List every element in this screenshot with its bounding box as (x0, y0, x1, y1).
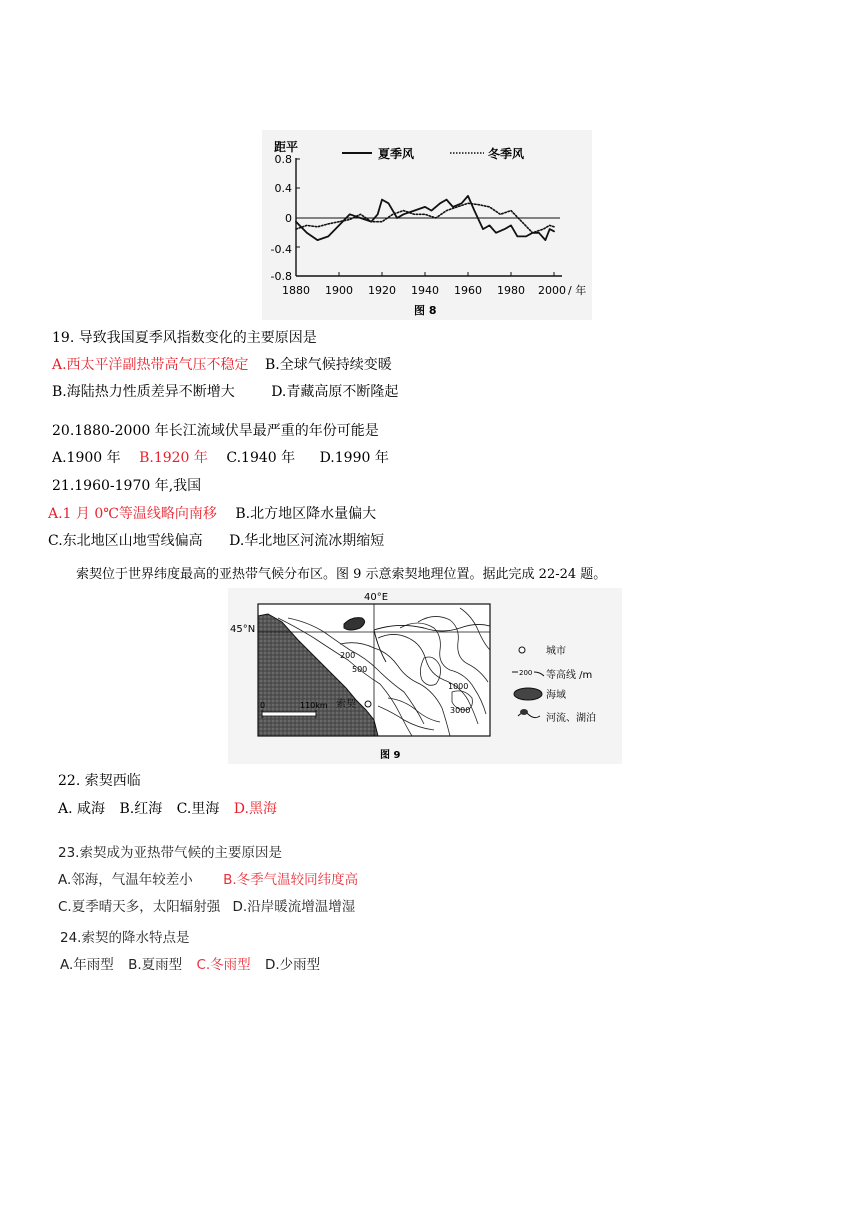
question-19-options-row1 (52, 356, 392, 374)
question-21-stem: 21.1960-1970 年,我国 (52, 478, 202, 494)
question-22-options (58, 800, 277, 818)
x-axis-label: / 年 (568, 284, 587, 297)
q19-option-d[interactable]: D.青藏高原不断隆起 (271, 384, 399, 400)
xtick-label: 1880 (282, 284, 310, 297)
xtick-label: 1900 (325, 284, 353, 297)
q23-option-a[interactable]: A.邻海，气温年较差小 (58, 872, 193, 888)
q20-option-d[interactable]: D.1990 年 (319, 450, 389, 466)
q21-option-c[interactable]: C.东北地区山地雪线偏高 (48, 533, 203, 549)
legend-winter: 冬季风 (488, 147, 525, 161)
scale-label: 110km (300, 701, 328, 710)
q24-option-d[interactable]: D.少雨型 (264, 957, 321, 973)
q19-option-b[interactable]: B.全球气候持续变暖 (265, 357, 392, 373)
city-marker (365, 701, 371, 707)
question-21-options-row1 (48, 505, 376, 523)
legend-city-label: 城市 (546, 646, 566, 657)
question-19-stem: 19. 导致我国夏季风指数变化的主要原因是 (52, 330, 317, 346)
q20-option-a[interactable]: A.1900 年 (52, 450, 121, 466)
xtick-label: 1980 (497, 284, 525, 297)
q22-option-c[interactable]: C.里海 (176, 801, 220, 817)
figure-9-caption: 图 9 (380, 750, 401, 761)
question-23-options-row2 (58, 898, 355, 916)
ytick-label: 0.4 (274, 182, 292, 195)
question-20-options (52, 449, 389, 467)
xtick-label: 1920 (368, 284, 396, 297)
question-20-stem: 20.1880-2000 年长江流域伏旱最严重的年份可能是 (52, 423, 379, 439)
figure-9-map (228, 588, 622, 764)
q22-option-a[interactable]: A. 咸海 (58, 801, 106, 817)
contour-label-3000: 3000 (450, 706, 471, 715)
legend-contour-label: 等高线 /m (546, 670, 593, 681)
q22-option-b[interactable]: B.红海 (119, 801, 163, 817)
passage-intro: 索契位于世界纬度最高的亚热带气候分布区。图 9 示意索契地理位置。据此完成 22-24 题。 (76, 567, 607, 582)
contour-label-1000: 1000 (448, 682, 469, 691)
legend-city-icon (519, 647, 525, 653)
legend-contour-value: 200 (519, 669, 533, 677)
longitude-label: 40°E (364, 592, 389, 603)
q24-option-c[interactable]: C.冬雨型 (196, 957, 251, 973)
figure-8 (262, 130, 592, 320)
question-21-options-row2 (48, 532, 384, 550)
legend-summer: 夏季风 (378, 147, 415, 161)
q20-option-c[interactable]: C.1940 年 (226, 450, 296, 466)
question-22-stem: 22. 索契西临 (58, 773, 141, 789)
question-23-options-row1 (58, 871, 358, 889)
legend-river-label: 河流、湖泊 (546, 713, 596, 724)
y-axis-label: 距平 (274, 140, 299, 154)
question-24-options (60, 956, 320, 974)
question-23-stem: 23.索契成为亚热带气候的主要原因是 (58, 845, 282, 861)
city-label: 索契 (336, 699, 356, 710)
figure-8-caption: 图 8 (414, 304, 437, 317)
q24-option-b[interactable]: B.夏雨型 (128, 957, 183, 973)
ytick-label: 0.8 (274, 153, 292, 166)
latitude-label: 45°N (230, 624, 256, 635)
q21-option-b[interactable]: B.北方地区降水量偏大 (235, 506, 377, 522)
q21-option-d[interactable]: D.华北地区河流冰期缩短 (229, 533, 385, 549)
question-19-options-row2 (52, 383, 398, 401)
legend-sea-icon (514, 688, 542, 700)
q23-option-c[interactable]: C.夏季晴天多，太阳辐射强 (58, 899, 221, 915)
q24-option-a[interactable]: A.年雨型 (60, 957, 114, 973)
scale-zero: 0 (260, 701, 266, 710)
xtick-label: 1960 (454, 284, 482, 297)
q22-option-d[interactable]: D.黑海 (233, 801, 277, 817)
q19-option-a[interactable]: A.西太平洋副热带高气压不稳定 (52, 357, 249, 373)
ytick-label: -0.4 (270, 243, 292, 256)
q23-option-d[interactable]: D.沿岸暖流增温增湿 (232, 899, 356, 915)
legend-sea-label: 海域 (546, 690, 566, 701)
ytick-label: 0 (285, 212, 292, 225)
contour-label-200: 200 (340, 651, 356, 660)
ytick-label: -0.8 (270, 270, 292, 283)
xtick-label: 1940 (411, 284, 439, 297)
q23-option-b[interactable]: B.冬季气温较同纬度高 (223, 872, 359, 888)
xtick-label: 2000 (538, 284, 566, 297)
q21-option-a[interactable]: A.1 月 0℃等温线略向南移 (48, 506, 217, 522)
q20-option-b[interactable]: B.1920 年 (139, 450, 208, 466)
q19-option-c[interactable]: B.海陆热力性质差异不断增大 (52, 384, 235, 400)
question-24-stem: 24.索契的降水特点是 (60, 930, 190, 946)
contour-label-500: 500 (352, 665, 368, 674)
